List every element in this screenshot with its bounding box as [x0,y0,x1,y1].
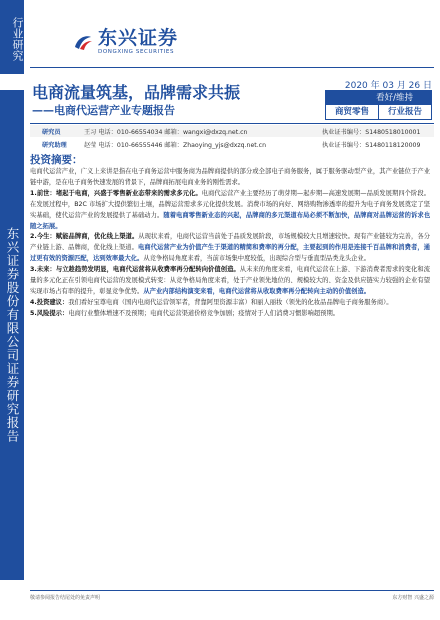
page-footer [30,594,434,601]
summary-paragraph [30,232,430,265]
analyst-cert: 执业证书编号：S1480518010001 [322,128,421,136]
paragraph-highlight: 从产业内部结构演变来看，电商代运营将从收取费率再分配转向主动的价值创造。 [143,287,371,295]
paragraph-highlight: 电商代运营产业为价值产生于渠道的精简和费率的再分配，主要起到的作用是连接千百品牌和消费者，通过更有效的资源匹配，达到效率最大化。 [30,244,431,263]
report-subtitle: ——电商代运营产业专题报告 [32,104,175,117]
brand-name-en: DONGXING SECURITIES [98,49,175,55]
brand-logo [72,28,178,56]
paragraph-text: 我们看好宝尊电商（国内电商代运营领军者，背靠阿里资源丰富）和丽人丽妆（领先的化妆品品牌电子商务服务商）。 [68,298,393,306]
sector-tag: 行业研究 [0,0,24,74]
paragraph-lead: 3.未来：与立趁趋势发明显，电商代运营将从收费率再分配转向价值创造。 [30,266,240,274]
paragraph-text: 从竞争格局角度来看，当前市场集中度较低，出现综合型与垂直型品类龙头企业。 [143,255,371,263]
brand-name: 东兴证券 [98,27,179,49]
side-band [0,0,24,620]
sector-label: 商贸零售 [326,105,379,120]
rating: 看好/维持 [326,91,431,105]
summary-paragraph [30,265,430,298]
title-divider [30,123,434,124]
summary-heading: 投资摘要： [30,154,83,166]
report-title: 电商流量筑基，品牌需求共振 [32,83,241,102]
paragraph-lead: 4.投资建议： [30,298,69,306]
paragraph-highlight: 随着电商零售新业态的兴起，品牌商的多元渠道布局必须不断加快，品牌商对品牌运营的诉求也随之拓展。 [30,211,431,230]
report-date: 2020 年 03 月 26 日 [344,81,432,91]
paragraph-text: 电商代运营产业主要经历了萌芽期—起步期—高速发展期—品质发展期四个阶段。在发展过程中，B2C 市场扩大提供繁衍土壤，品牌运营需求多元化提供发展。消费市场的向好、网络购物渗透率的提升为电子商务发展奠定了坚实基础，使代运营产业的发展提供了基础动力。 [30,189,430,219]
paragraph-lead: 2.今生：赋能品牌商，优化线上渠道。 [30,233,139,241]
summary-paragraph [30,189,430,233]
paragraph-lead: 5.风险提示： [30,309,69,317]
header-divider [30,67,434,68]
analyst-role: 研究助理 [42,141,67,149]
firm-report-label: 东兴证券股份有限公司证券研究报告 [0,90,24,580]
summary-paragraph: 电商代运营产业，广义上来讲是指在电子商务运营中服务商为品牌商提供的部分或全部电子商务服务，属于服务驱动型产业，其产业链位于产业链中游，是在电子商务快速发展的背景下，品牌商拓展电商业务的刚性需求。 [30,168,430,186]
paragraph-text: 电商行业整体增速不及预期；电商代运营渠道价格竞争加剧；疫情对于人们消费习惯影响超预期。 [68,309,340,317]
summary-body [30,167,430,320]
analyst-contact: 赵莹 电话：010-66555446 邮箱：Zhaoying_yjs@dxzq.net.cn [84,141,266,149]
summary-paragraph [30,298,430,309]
report-type-label: 行业报告 [387,107,422,117]
footer-slogan: 东方财智 兴盛之源 [392,595,434,601]
paragraph-text: 从现状来看，电商代运营当前处于品质发展阶段，市场规模较大且增速较快。现有产业链较为完善，各分产业链上游、品牌商，优化线上渠道。 [30,233,430,252]
summary-paragraph [30,309,430,320]
analyst-cert: 执业证书编号：S1480118120009 [322,141,421,149]
footer-divider [30,590,434,591]
paragraph-text: 从未来的角度来看，电商代运营在上游、下游消费者需求的变化和流量的多元化正在引领电商代运营的发展模式转变：从竞争格局角度来看，处于产业领先地位的、规模较大的、资金及供应链实力较强的企业有望实现市场占有率的提升，彰显竞争优势。 [30,266,431,295]
analyst-row [30,138,434,150]
rating-box [325,90,432,120]
analyst-role: 研究员 [42,128,61,136]
paragraph-lead: 1.前世：堵起于电商，兴盛于零售新业态带来的需求多元化。 [30,189,202,197]
disclaimer-note: 敬请参阅报告结尾处的免责声明 [30,595,101,601]
analyst-row [30,125,434,137]
brand-mark-icon [72,31,94,53]
analyst-contact: 王习 电话：010-66554034 邮箱：wangxi@dxzq.net.cn [84,128,248,136]
